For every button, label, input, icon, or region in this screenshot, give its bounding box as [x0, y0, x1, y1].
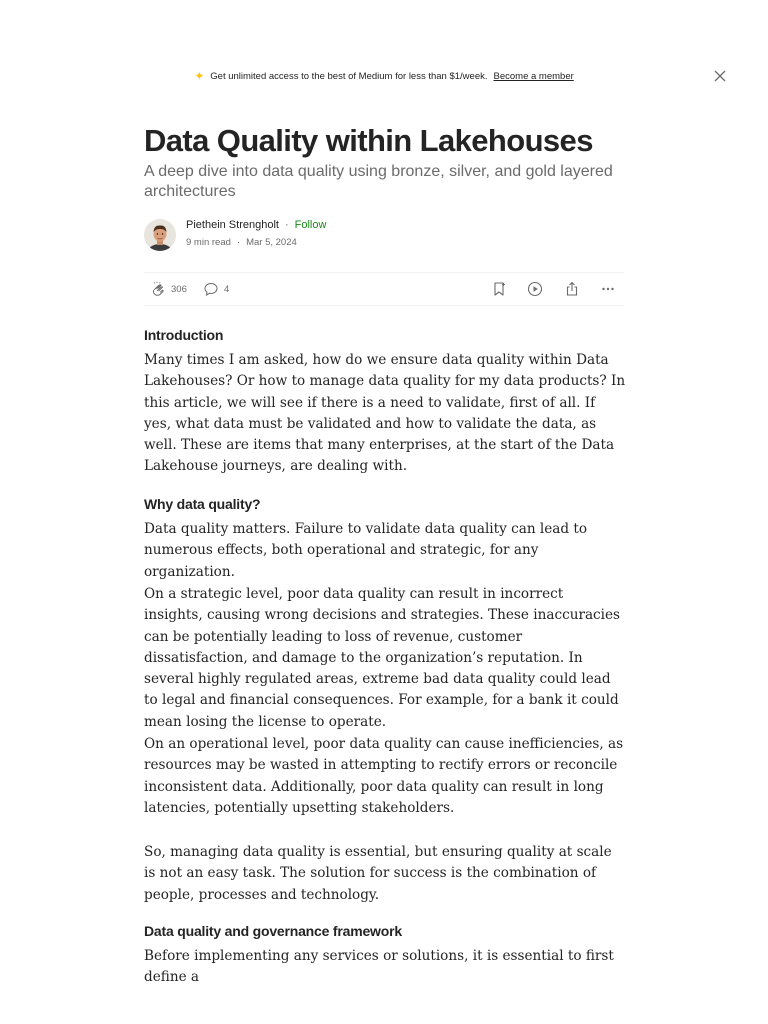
close-icon[interactable] [712, 68, 728, 84]
article-title: Data Quality within Lakehouses [144, 123, 593, 158]
share-icon [564, 281, 580, 297]
more-button[interactable] [600, 281, 621, 297]
paragraph-framework: Before implementing any services or solutions, it is essential to first define a [144, 948, 614, 986]
comment-count: 4 [224, 283, 230, 295]
paragraph-operational: On an operational level, poor data quality can cause inefficiencies, as resources may be wasted in attempting to rectify errors or reconcile inconsistent data. Additionally, poor data quality can result in long latencies, potentially upsetting stakeholders. [144, 736, 624, 816]
share-button[interactable] [564, 281, 585, 297]
paragraph-why: Data quality matters. Failure to validate data quality can lead to numerous effects, both operational and strategic, for any organization. [144, 521, 588, 580]
article-meta [186, 237, 297, 248]
author-line [186, 219, 326, 231]
play-icon [527, 281, 543, 297]
author-row [144, 218, 624, 250]
paragraph-introduction: Many times I am asked, how do we ensure data quality within Data Lakehouses? Or how to manage data quality for my data products? In this article, we will see if there is a need to validate, first of all. If yes, what data must be validated and how to validate the data, as well. These are items that many enterprises, at the start of the Data Lakehouse journeys, are dealing with. [144, 352, 626, 475]
author-name[interactable]: Piethein Strengholt [186, 219, 279, 231]
separator-dot: · [284, 219, 289, 231]
member-banner [0, 66, 768, 86]
clap-button[interactable] [150, 281, 187, 297]
follow-button[interactable]: Follow [294, 219, 327, 231]
comment-button[interactable] [203, 281, 229, 297]
clap-count: 306 [171, 283, 187, 295]
paragraph-strategic: On a strategic level, poor data quality can result in incorrect insights, causing wrong decisions and strategies. These inaccuracies can be potentially leading to loss of revenue, customer dissatisfaction, and damage to the organization’s reputation. In several highly regulated areas, extreme bad data quality could lead to legal and financial consequences. For example, for a bank it could mean losing the license to operate. [144, 586, 621, 730]
bookmark-button[interactable] [491, 281, 512, 297]
paragraph-managing: So, managing data quality is essential, but ensuring quality at scale is not an easy task. The solution for success is the combination of people, processes and technology. [144, 844, 612, 903]
separator-dot: · [236, 237, 241, 248]
section-heading-introduction: Introduction [144, 327, 224, 343]
sparkle-icon: ✦ [194, 69, 205, 83]
publish-date: Mar 5, 2024 [246, 237, 297, 248]
action-bar [144, 272, 624, 306]
listen-button[interactable] [527, 281, 548, 297]
read-time: 9 min read [186, 237, 231, 248]
section-heading-why: Why data quality? [144, 496, 261, 512]
banner-text: Get unlimited access to the best of Medium for less than $1/week. [210, 70, 488, 82]
more-icon [600, 281, 616, 297]
avatar[interactable] [144, 219, 176, 251]
section-heading-framework: Data quality and governance framework [144, 923, 402, 939]
comment-icon [203, 281, 219, 297]
become-member-link[interactable]: Become a member [493, 70, 574, 82]
article-subtitle: A deep dive into data quality using bronze, silver, and gold layered architectures [144, 163, 613, 200]
clap-icon [150, 281, 166, 297]
bookmark-icon [491, 281, 507, 297]
